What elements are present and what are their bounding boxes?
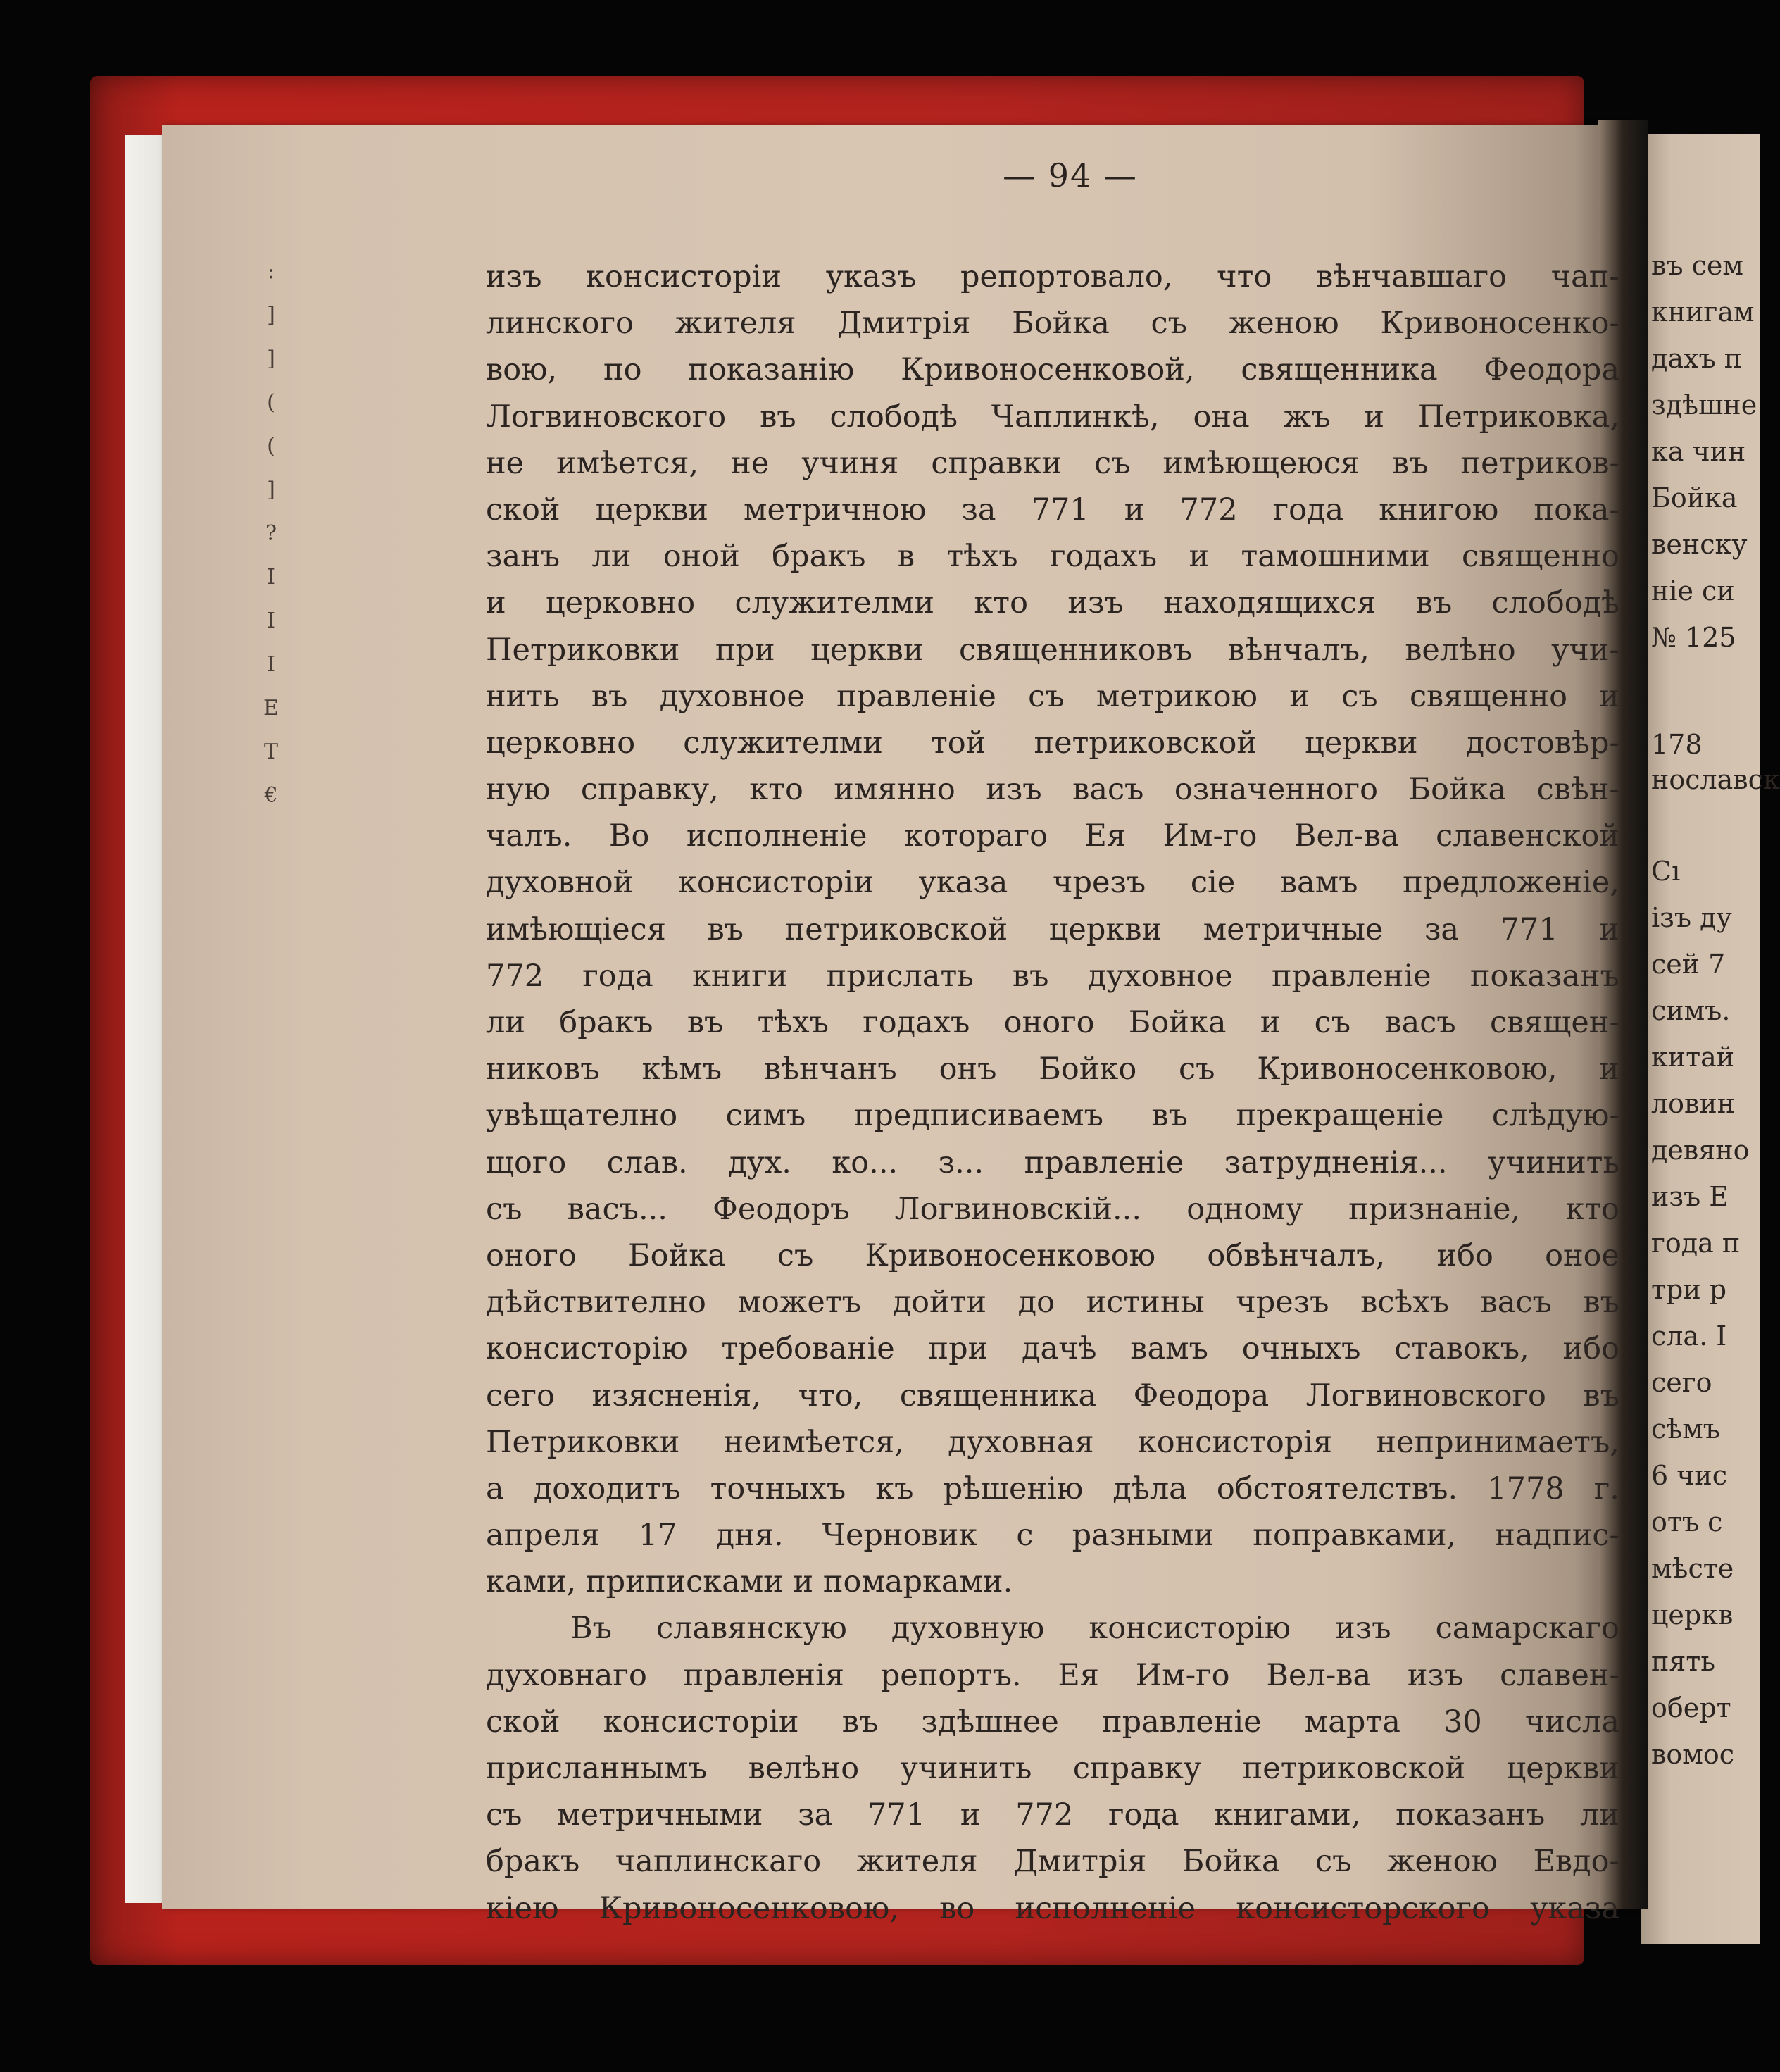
right-page-line: года п [1651, 1228, 1741, 1259]
right-page-line: сего [1651, 1367, 1712, 1398]
right-page-line: ізъ ду [1651, 902, 1732, 933]
text-line: увѣщателно симъ предписиваемъ въ прекращеніе слѣдую- [486, 1098, 1619, 1134]
right-page-line: три р [1651, 1274, 1727, 1305]
right-page-line: симъ. [1651, 995, 1731, 1026]
right-page-line: пять [1651, 1646, 1716, 1677]
margin-mark: ( [267, 434, 275, 458]
text-line: ской церкви метричною за 771 и 772 года книгою пока- [486, 492, 1619, 528]
right-page-line: 6 чис [1651, 1460, 1727, 1491]
right-page-line: книгам [1651, 297, 1755, 327]
text-line: изъ консисторіи указъ репортовало, что вѣнчавшаго чап- [486, 259, 1619, 294]
page-body-text [486, 254, 1619, 1932]
right-page-line: въ сем [1651, 250, 1743, 281]
margin-mark: ( [267, 390, 275, 415]
right-page-line: нославск [1651, 764, 1780, 795]
right-page-line: сла. I [1651, 1321, 1727, 1352]
right-page-line: № 125 [1651, 622, 1736, 653]
margin-mark: : [267, 259, 275, 284]
margin-marks [253, 250, 289, 818]
text-line: присланнымъ велѣно учинить справку петриковской церкви [486, 1751, 1619, 1786]
text-line: съ васъ... Феодоръ Логвиновскій... одному признаніе, кто [486, 1191, 1619, 1227]
text-line: никовъ кѣмъ вѣнчанъ онъ Бойко съ Кривоносенковою, и [486, 1051, 1619, 1087]
text-line: и церковно служителми кто изъ находящихся въ слободѣ [486, 585, 1619, 621]
margin-mark: E [263, 696, 279, 720]
right-page-text [1651, 250, 1780, 1799]
margin-mark: € [264, 783, 278, 808]
right-page-line: здѣшне [1651, 389, 1757, 420]
text-line: церковно служителми той петриковской церкви достовѣр- [486, 725, 1619, 761]
right-page-line: вомос [1651, 1739, 1734, 1770]
text-line: Петриковки неимѣется, духовная консисторія непринимаетъ, [486, 1424, 1619, 1460]
text-line: щого слав. дух. ко... з... правленіе затрудненія... учинить [486, 1144, 1619, 1180]
text-line: ской консисторіи въ здѣшнее правленіе марта 30 числа [486, 1704, 1619, 1740]
right-page-line: китай [1651, 1042, 1735, 1073]
page-number: — 94 — [1003, 156, 1138, 194]
right-page-line: сей 7 [1651, 949, 1726, 980]
right-page-line: ніе си [1651, 575, 1735, 606]
right-page-line: 178 [1651, 729, 1703, 760]
text-line: не имѣется, не учиня справки съ имѣющеюся въ петриков- [486, 445, 1619, 481]
right-page-line: Сı [1651, 856, 1681, 887]
right-page-line: отъ с [1651, 1506, 1723, 1537]
right-page-line: церкв [1651, 1599, 1734, 1630]
text-line: Въ славянскую духовную консисторію изъ самарскаго [570, 1611, 1619, 1647]
text-line: духовнаго правленія репортъ. Ея Им-го Вел-ва изъ славен- [486, 1657, 1619, 1693]
text-line: нить въ духовное правленіе съ метрикою и съ священно и [486, 678, 1619, 714]
right-page-line: девяно [1651, 1135, 1750, 1166]
text-line: имѣющіеся въ петриковской церкви метричные за 771 и [486, 911, 1619, 947]
right-page-line: изъ Е [1651, 1181, 1729, 1212]
text-line: ками, приписками и помарками. [486, 1564, 1013, 1600]
margin-mark: ] [267, 478, 275, 502]
margin-mark: ] [267, 347, 275, 371]
text-line: бракъ чаплинскаго жителя Дмитрія Бойка съ женою Евдо- [486, 1844, 1619, 1880]
right-page-line: ка чин [1651, 436, 1746, 467]
margin-mark: ? [265, 521, 277, 546]
text-line: а доходитъ точныхъ къ рѣшенію дѣла обстоятелствъ. 1778 г. [486, 1471, 1619, 1506]
text-line: занъ ли оной бракъ в тѣхъ годахъ и тамошними священно [486, 539, 1619, 575]
margin-mark: I [267, 565, 275, 589]
right-page-line: ловин [1651, 1088, 1736, 1119]
margin-mark: ] [267, 303, 275, 327]
text-line: линского жителя Дмитрія Бойка съ женою Кривоносенко- [486, 306, 1619, 342]
text-line: Логвиновского въ слободѣ Чаплинкѣ, она жъ и Петриковка, [486, 399, 1619, 435]
text-line: дѣйствително можетъ дойти до истины чрезъ всѣхъ васъ въ [486, 1285, 1619, 1321]
right-page-line: оберт [1651, 1692, 1731, 1723]
text-line: Петриковки при церкви священниковъ вѣнчалъ, велѣно учи- [486, 632, 1619, 668]
right-page-line: Бойка [1651, 482, 1738, 513]
text-line: кіею Кривоносенковою, во исполненіе консисторского указа [486, 1890, 1619, 1926]
text-line: съ метричными за 771 и 772 года книгами, показанъ ли [486, 1797, 1619, 1833]
margin-mark: I [267, 609, 275, 633]
text-line: оного Бойка съ Кривоносенковою обвѣнчалъ, ибо оное [486, 1237, 1619, 1273]
text-line: 772 года книги прислать въ духовное правленіе показанъ [486, 958, 1619, 994]
text-line: чалъ. Во исполненіе котораго Ея Им-го Вел-ва славенской [486, 818, 1619, 854]
right-page-line: мѣсте [1651, 1553, 1734, 1584]
text-line: ную справку, кто имянно изъ васъ означенного Бойка свѣн- [486, 772, 1619, 808]
margin-mark: I [267, 652, 275, 677]
margin-mark: T [263, 739, 278, 764]
right-page-line: дахъ п [1651, 343, 1743, 374]
right-page-line: сѣмъ [1651, 1413, 1720, 1444]
text-line: апреля 17 дня. Черновик с разными поправками, надпис- [486, 1518, 1619, 1554]
text-line: ли бракъ въ тѣхъ годахъ оного Бойка и съ васъ священ- [486, 1005, 1619, 1040]
text-line: консисторію требованіе при дачѣ вамъ очныхъ ставокъ, ибо [486, 1331, 1619, 1367]
text-line: духовной консисторіи указа чрезъ сіе вамъ предложеніе, [486, 865, 1619, 901]
right-page-line: венску [1651, 529, 1748, 560]
text-line: вою, по показанію Кривоносенковой, священника Феодора [486, 352, 1619, 388]
text-line: сего изясненія, что, священника Феодора Логвиновского въ [486, 1378, 1619, 1413]
